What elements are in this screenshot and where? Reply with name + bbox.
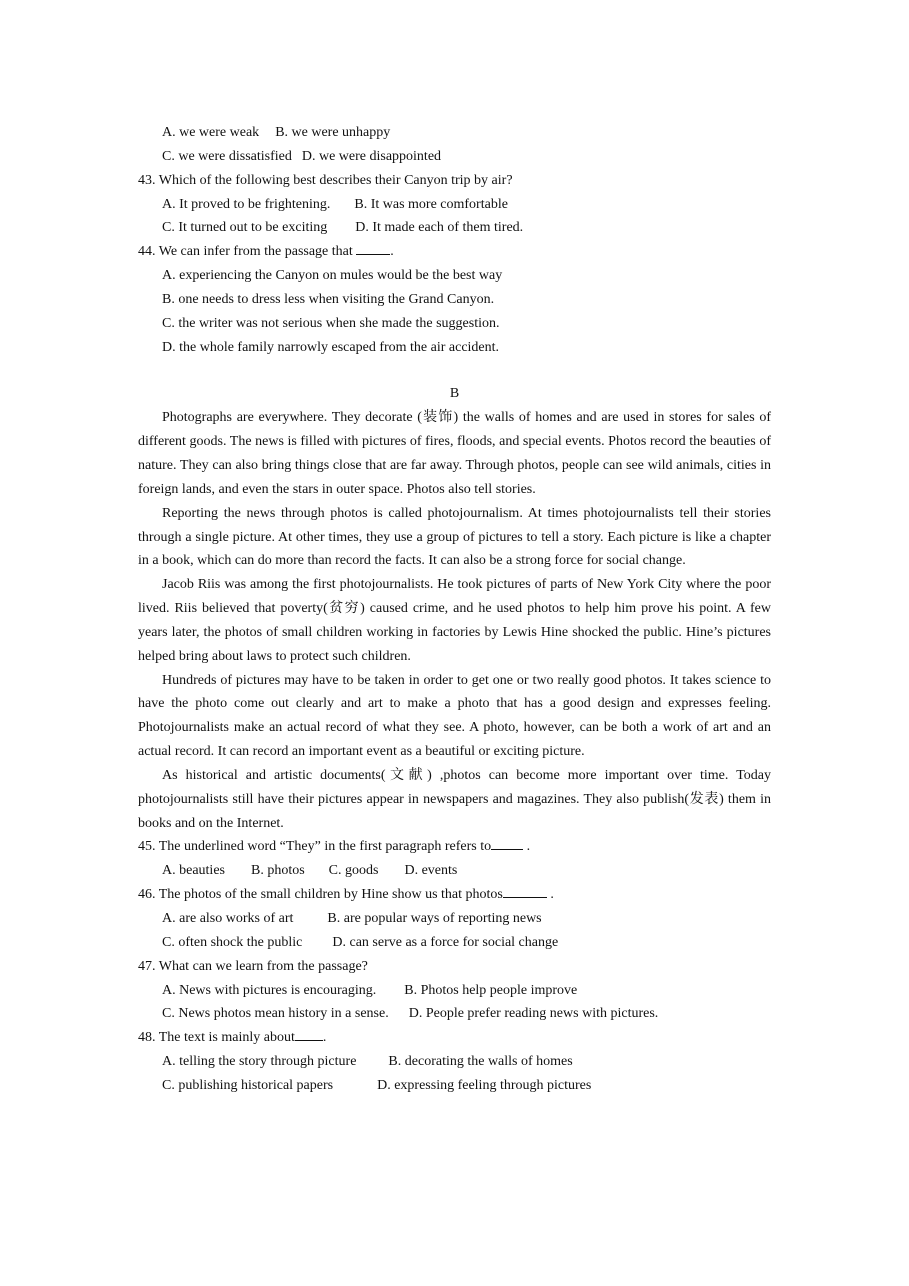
q46-options-row1 <box>138 907 771 931</box>
q45-option-d: D. events <box>404 863 458 879</box>
q48-options-row2 <box>138 1074 771 1098</box>
q48-option-a: A. telling the story through picture <box>162 1054 357 1070</box>
q45-stem-line <box>138 835 771 859</box>
passage-b-paragraph-1: Photographs are everywhere. They decorate (装饰) the walls of homes and are used in stores for sales of different goods. The news is filled with pictures of fires, floods, and special events. Photos record the beauties of nature. They can also bring things close that are far away. Through photos, people can see wild animals, cities in foreign lands, and even the stars in outer space. Photos also tell stories. <box>138 410 771 497</box>
q44-answer-blank <box>356 240 390 255</box>
q45-option-c: C. goods <box>328 863 379 879</box>
q47-options-row1 <box>138 979 771 1003</box>
q46-option-a: A. are also works of art <box>162 911 294 926</box>
q48-options-row1 <box>138 1050 771 1074</box>
q44-stem: 44. We can infer from the passage that <box>138 244 353 260</box>
q44-option-a: A. experiencing the Canyon on mules would be the best way <box>162 268 503 284</box>
q42-option-b: B. we were unhappy <box>275 125 391 140</box>
q45-stem: 45. The underlined word “They” in the first paragraph refers to <box>138 839 492 855</box>
q46-option-b: B. are popular ways of reporting news <box>327 911 542 926</box>
q48-stem-end: . <box>322 1030 327 1046</box>
q47-options-row2 <box>138 1002 771 1026</box>
q46-option-c: C. often shock the public <box>162 934 303 950</box>
q48-stem-line <box>138 1026 771 1050</box>
passage-b-title: B <box>449 386 460 402</box>
q48-option-c: C. publishing historical papers <box>162 1077 334 1093</box>
q47-option-c: C. News photos mean history in a sense. <box>162 1006 389 1022</box>
q43-options-row1 <box>138 193 771 217</box>
q43-stem: 43. Which of the following best describes their Canyon trip by air? <box>138 172 513 188</box>
passage-b-paragraph-2: Reporting the news through photos is called photojournalism. At times photojournalists tell their stories through a single picture. At other times, they use a group of pictures to tell a story. Each picture is like a chapter in a book, which can do more than record the facts. It can also be a strong force for social change. <box>138 505 771 569</box>
q47-option-b: B. Photos help people improve <box>404 982 578 998</box>
q48-option-b: B. decorating the walls of homes <box>388 1054 573 1070</box>
q42-option-d: D. we were disappointed <box>301 148 442 164</box>
q48-option-d: D. expressing feeling through pictures <box>377 1077 592 1093</box>
q43-option-c: C. It turned out to be exciting <box>162 220 328 236</box>
passage-b-paragraph-4: Hundreds of pictures may have to be taken in order to get one or two really good photos. It takes science to have the photo come out clearly and art to make a photo that has a good design and expresses feeling. Photojournalists make an actual record of what they see. A photo, however, can be both a work of art and an actual record. It can record an important event as a beautiful or exciting picture. <box>138 672 771 760</box>
q43-option-a: A. It proved to be frightening. <box>162 196 331 212</box>
q42-option-c: C. we were dissatisfied <box>162 148 292 164</box>
q48-stem: 48. The text is mainly about <box>138 1030 295 1046</box>
q46-stem-end: . <box>546 887 554 903</box>
q46-option-d: D. can serve as a force for social change <box>332 934 559 950</box>
q46-answer-blank <box>503 883 547 898</box>
q47-option-d: D. People prefer reading news with pictures. <box>408 1006 659 1022</box>
q46-stem-line <box>138 883 771 907</box>
q43-options-row2 <box>138 216 771 240</box>
q44-stem-line <box>138 240 771 264</box>
q48-answer-blank <box>295 1026 323 1041</box>
q45-stem-end: . <box>523 839 531 855</box>
q43-option-b: B. It was more comfortable <box>354 196 508 212</box>
q45-options-row <box>138 859 771 883</box>
q45-answer-blank <box>491 835 523 850</box>
q42-options-row1 <box>138 121 771 145</box>
q46-stem: 46. The photos of the small children by Hine show us that photos <box>138 887 503 903</box>
passage-b-paragraph-3: Jacob Riis was among the first photojournalists. He took pictures of parts of New York City where the poor lived. Riis believed that poverty(贫穷) caused crime, and he used photos to help him prove his point. A few years later, the photos of small children working in factories by Lewis Hine shocked the public. Hine’s pictures helped bring about laws to protect such children. <box>138 577 771 664</box>
passage-b-paragraph-5: As historical and artistic documents(文献) ,photos can become more important over time. Today photojournalists still have their pictures appear in newspapers and magazines. They also publish(发表) them in books and on the Internet. <box>138 767 771 831</box>
q44-option-b: B. one needs to dress less when visiting the Grand Canyon. <box>162 291 495 307</box>
q44-option-c: C. the writer was not serious when she made the suggestion. <box>162 315 500 331</box>
q45-option-a: A. beauties <box>162 863 225 879</box>
page-content <box>138 121 771 1098</box>
q44-stem-end: . <box>390 244 394 260</box>
q45-option-b: B. photos <box>250 863 305 879</box>
q42-options-row2 <box>138 145 771 169</box>
q43-option-d: D. It made each of them tired. <box>355 220 524 236</box>
q44-option-d: D. the whole family narrowly escaped from the air accident. <box>162 339 500 355</box>
q47-stem: 47. What can we learn from the passage? <box>138 958 368 974</box>
q42-option-a: A. we were weak <box>162 125 260 140</box>
q47-option-a: A. News with pictures is encouraging. <box>162 982 377 998</box>
q46-options-row2 <box>138 931 771 955</box>
